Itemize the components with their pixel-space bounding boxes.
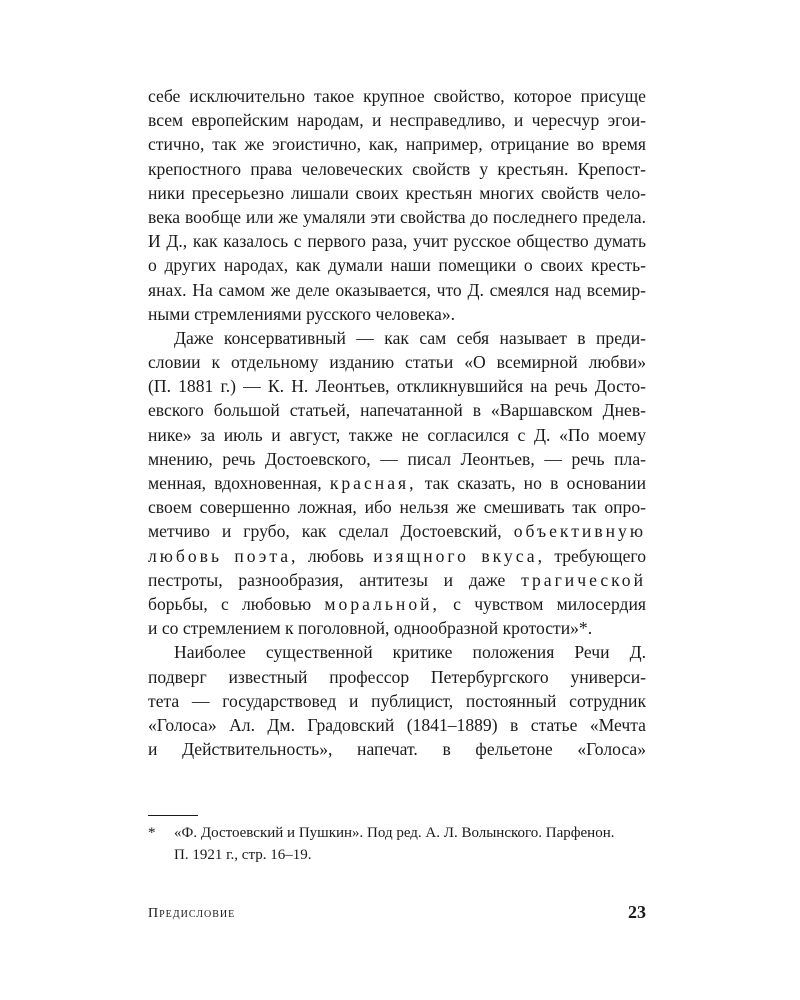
running-head: Предисловие xyxy=(148,906,236,921)
text-line: нике» за июль и август, также не согласился с Д. «По моему xyxy=(148,424,646,445)
text-line: И Д., как казалось с первого раза, учит русское общество думать xyxy=(148,231,646,252)
text-line xyxy=(148,568,646,592)
paragraph-1 xyxy=(148,84,646,326)
spaced-emphasis: красная, xyxy=(329,473,417,493)
footnote-text: «Ф. Достоевский и Пушкин». Под ред. А. Л. Волынского. Парфенон. xyxy=(174,825,615,841)
text-line: всем европейским народам, и несправедливо, и чересчур эгои- xyxy=(148,110,646,131)
footnote-line xyxy=(148,822,646,844)
footnote-marker: * xyxy=(148,825,156,841)
text-line xyxy=(148,592,646,616)
text-line: подверг известный профессор Петербургского универси- xyxy=(148,666,646,687)
text-span: любовь xyxy=(307,545,364,566)
text-span: с чувством милосердия xyxy=(453,593,646,614)
text-span: метчиво и грубо, как сделал Достоевский, xyxy=(148,521,502,542)
text-line xyxy=(148,519,646,543)
text-line: словии к отдельному изданию статьи «О всемирной любви» xyxy=(148,352,646,373)
paragraph-2 xyxy=(148,326,646,640)
text-line: мнению, речь Достоевского, — писал Леонтьев, — речь пла- xyxy=(148,448,646,469)
text-line: века вообще или же умаляли эти свойства до последнего предела. xyxy=(148,206,646,227)
text-span: борьбы, с любовью xyxy=(148,593,312,614)
footnote xyxy=(148,822,646,866)
spaced-emphasis: моральной, xyxy=(324,593,440,614)
text-line: и со стремлением к поголовной, однообразной кротости»*. xyxy=(148,618,593,639)
paragraph-3 xyxy=(148,640,646,761)
text-line: Наиболее существенной критике положения Речи Д. xyxy=(174,642,646,663)
text-line: ными стремлениями русского человека». xyxy=(148,303,456,324)
spaced-emphasis: объективную xyxy=(513,521,646,542)
text-line: себе исключительно такое крупное свойство, которое присуще xyxy=(148,86,646,106)
spaced-emphasis: трагической xyxy=(521,569,646,590)
text-line: янах. На самом же деле оказывается, что Д. смеялся над всемир- xyxy=(148,279,646,300)
text-line xyxy=(148,544,646,568)
text-line: Даже консервативный — как сам себя называет в преди- xyxy=(174,327,646,348)
footnote-divider xyxy=(148,815,198,816)
text-span: так сказать, но в основании xyxy=(424,473,646,493)
text-line: ники пресерьезно лишали своих крестьян многих свойств чело- xyxy=(148,182,646,203)
body-text xyxy=(148,84,646,761)
text-line: и Действительность», напечат. в фельетоне «Голоса» xyxy=(148,739,646,760)
text-line: своем совершенно ложная, ибо нельзя же смешивать так опро- xyxy=(148,497,646,518)
text-span: требующего xyxy=(554,545,646,566)
text-line: (П. 1881 г.) — К. Н. Леонтьев, откликнувшийся на речь Досто- xyxy=(148,376,646,397)
spaced-emphasis: любовь поэта, xyxy=(148,545,299,566)
footnote-line: П. 1921 г., стр. 16–19. xyxy=(174,847,312,863)
text-line: стично, так же эгоистично, как, например, отрицание во время xyxy=(148,134,646,155)
text-line xyxy=(148,471,646,495)
text-line: тета — государствовед и публицист, постоянный сотрудник xyxy=(148,690,646,711)
text-line: о других народах, как думали наши помещики о своих кресть- xyxy=(148,255,646,276)
text-line: крепостного права человеческих свойств у крестьян. Крепост- xyxy=(148,158,646,179)
page-number: 23 xyxy=(628,902,646,922)
text-line: евского большой статьей, напечатанной в «Варшавском Днев- xyxy=(148,400,646,421)
spaced-emphasis: изящного вкуса, xyxy=(373,545,545,566)
text-span: пестроты, разнообразия, антитезы и даже xyxy=(148,569,506,590)
text-span: менная, вдохновенная, xyxy=(148,473,322,493)
text-line: «Голоса» Ал. Дм. Градовский (1841–1889) в статье «Мечта xyxy=(148,714,646,735)
